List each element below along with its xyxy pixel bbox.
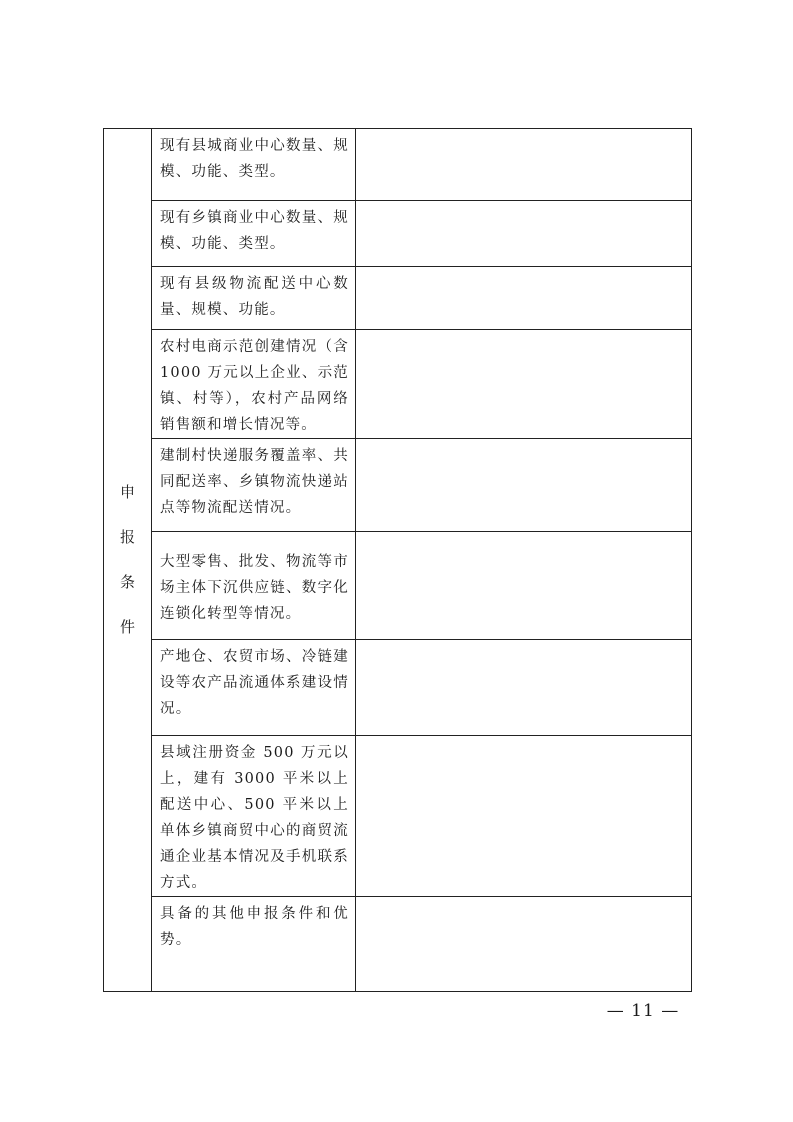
- category-char: 报: [119, 528, 135, 546]
- item-label-cell: [152, 897, 356, 992]
- response-cell[interactable]: [356, 897, 692, 992]
- response-cell[interactable]: [356, 330, 692, 439]
- table-row: [104, 439, 692, 532]
- item-label-cell: [152, 129, 356, 201]
- item-label: 现有县级物流配送中心数量、规模、功能。: [160, 276, 349, 318]
- item-label: 农村电商示范创建情况（含1000 万元以上企业、示范镇、村等），农村产品网络销售额和增长情况等。: [160, 339, 349, 433]
- item-label-cell: [152, 532, 356, 640]
- table-row: [104, 330, 692, 439]
- table-row: [104, 640, 692, 736]
- item-label-cell: [152, 736, 356, 897]
- item-label-cell: [152, 640, 356, 736]
- item-label: 建制村快递服务覆盖率、共同配送率、乡镇物流快递站点等物流配送情况。: [160, 448, 349, 516]
- item-label-cell: [152, 201, 356, 267]
- category-char: 申: [119, 483, 135, 501]
- category-label: [104, 470, 151, 650]
- table-row: [104, 267, 692, 330]
- page-number: — 11 —: [606, 1001, 680, 1021]
- response-cell[interactable]: [356, 532, 692, 640]
- item-label-cell: [152, 439, 356, 532]
- table-row: [104, 532, 692, 640]
- item-label: 现有乡镇商业中心数量、规模、功能、类型。: [160, 210, 349, 252]
- category-char: 件: [119, 618, 135, 636]
- response-cell[interactable]: [356, 129, 692, 201]
- response-cell[interactable]: [356, 736, 692, 897]
- category-char: 条: [119, 573, 135, 591]
- category-cell: [104, 129, 152, 992]
- application-conditions-table: [103, 128, 692, 992]
- response-cell[interactable]: [356, 201, 692, 267]
- item-label: 现有县城商业中心数量、规模、功能、类型。: [160, 138, 349, 180]
- item-label: 具备的其他申报条件和优势。: [160, 906, 349, 948]
- item-label: 产地仓、农贸市场、冷链建设等农产品流通体系建设情况。: [160, 649, 349, 717]
- table-row: [104, 736, 692, 897]
- table-row: [104, 201, 692, 267]
- table-row: [104, 897, 692, 992]
- response-cell[interactable]: [356, 267, 692, 330]
- response-cell[interactable]: [356, 640, 692, 736]
- item-label-cell: [152, 330, 356, 439]
- response-cell[interactable]: [356, 439, 692, 532]
- item-label: 县域注册资金 500 万元以上，建有 3000 平米以上配送中心、500 平米以上单体乡镇商贸中心的商贸流通企业基本情况及手机联系方式。: [160, 745, 349, 891]
- table-row: [104, 129, 692, 201]
- item-label: 大型零售、批发、物流等市场主体下沉供应链、数字化连锁化转型等情况。: [160, 553, 349, 622]
- item-label-cell: [152, 267, 356, 330]
